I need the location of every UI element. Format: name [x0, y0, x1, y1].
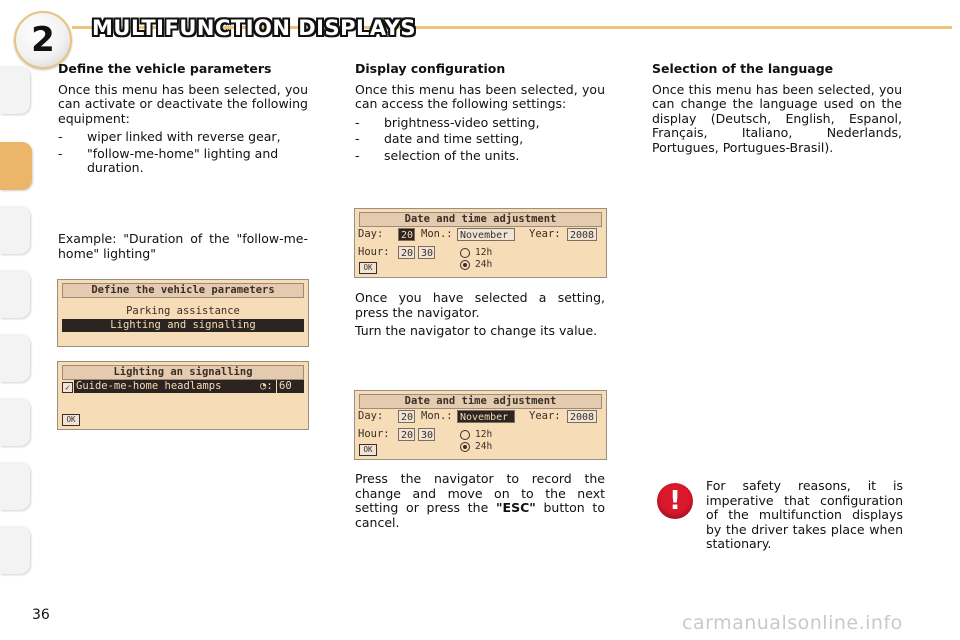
chapter-tab-5[interactable]	[0, 334, 30, 382]
warning-icon: !	[657, 483, 693, 519]
minute-field[interactable]: 30	[418, 428, 435, 441]
screen-define-parameters	[57, 279, 309, 347]
checkbox-checked[interactable]: ✓	[62, 382, 73, 393]
ok-button[interactable]: OK	[359, 444, 377, 456]
screen-title: Lighting an signalling	[62, 365, 304, 380]
label-24h: 24h	[475, 259, 493, 270]
chapter-number: 2	[31, 20, 55, 60]
day-label: Day:	[358, 228, 384, 240]
month-field[interactable]: November	[457, 410, 515, 423]
example-caption: Example: "Duration of the "follow-me-home" lighting"	[58, 231, 308, 261]
row-label: Guide-me-home headlamps	[76, 380, 222, 392]
paragraph: Once this menu has been selected, you can change the language used on the display (Deutsch, English, Espanol, Français, Italiano, Nederlands, Portugues, Portugues-Brasil).	[652, 81, 902, 155]
hour-label: Hour:	[358, 246, 390, 258]
safety-warning: For safety reasons, it is imperative that configuration of the multifunction displays by the driver takes place when stationary.	[706, 478, 903, 551]
screen-lighting	[57, 361, 309, 430]
screen-title: Define the vehicle parameters	[62, 283, 304, 298]
month-label: Mon.:	[421, 228, 453, 240]
paragraph: Press the navigator to record the change and move on to the next setting or press the "ESC" button to cancel.	[355, 471, 605, 530]
label-24h: 24h	[475, 441, 493, 452]
radio-24h[interactable]	[460, 442, 470, 452]
duration-value[interactable]: 60	[276, 380, 294, 393]
screen-datetime-day	[354, 208, 607, 278]
year-label: Year:	[529, 410, 561, 422]
list-item: - brightness-video setting,	[355, 114, 540, 130]
chapter-tabs	[0, 66, 32, 576]
list-item: - "follow-me-home" lighting and duration.	[58, 145, 279, 175]
label-12h: 12h	[475, 429, 493, 440]
minute-field[interactable]: 30	[418, 246, 435, 259]
chapter-tab-6[interactable]	[0, 398, 30, 446]
radio-12h[interactable]	[460, 248, 470, 258]
page-title: MULTIFUNCTION DISPLAYS	[92, 16, 416, 40]
paragraph: Once you have selected a setting, press the navigator.	[355, 290, 605, 320]
section-heading: Selection of the language	[652, 61, 834, 76]
settings-list	[355, 116, 605, 164]
year-field[interactable]: 2008	[567, 228, 597, 241]
list-item: - date and time setting,	[355, 131, 524, 146]
month-field[interactable]: November	[457, 228, 515, 241]
page-number: 36	[32, 607, 50, 623]
menu-item-lighting-signalling[interactable]: Lighting and signalling	[62, 319, 304, 332]
screen-title: Date and time adjustment	[359, 212, 602, 227]
day-label: Day:	[358, 410, 384, 422]
chapter-tab-1[interactable]	[0, 66, 30, 114]
column-display-configuration	[355, 62, 605, 165]
label-12h: 12h	[475, 247, 493, 258]
hour-field[interactable]: 20	[398, 246, 415, 259]
clock-icon: ◔:	[260, 380, 273, 392]
day-field[interactable]: 20	[398, 228, 415, 241]
paragraph: Once this menu has been selected, you can access the following settings:	[355, 81, 605, 111]
list-item: - selection of the units.	[355, 147, 520, 163]
esc-key-label: "ESC"	[496, 500, 536, 515]
chapter-tab-7[interactable]	[0, 462, 30, 510]
chapter-tab-8[interactable]	[0, 526, 30, 574]
ok-button[interactable]: OK	[62, 414, 80, 426]
watermark: carmanualsonline.info	[682, 612, 903, 634]
year-field[interactable]: 2008	[567, 410, 597, 423]
hour-field[interactable]: 20	[398, 428, 415, 441]
equipment-list	[58, 130, 308, 176]
record-instructions	[355, 472, 605, 534]
column-vehicle-parameters	[58, 62, 308, 178]
navigator-instructions	[355, 291, 605, 343]
paragraph: Once this menu has been selected, you can activate or deactivate the following equipment:	[58, 81, 308, 126]
radio-12h[interactable]	[460, 430, 470, 440]
column-language	[652, 62, 902, 159]
chapter-tab-3[interactable]	[0, 206, 30, 254]
paragraph: Turn the navigator to change its value.	[355, 323, 598, 338]
ok-button[interactable]: OK	[359, 262, 377, 274]
day-field[interactable]: 20	[398, 410, 415, 423]
hour-label: Hour:	[358, 428, 390, 440]
menu-item-parking-assistance[interactable]: Parking assistance	[126, 305, 240, 317]
list-item: - wiper linked with reverse gear,	[58, 129, 281, 144]
guide-me-home-row[interactable]	[74, 380, 304, 393]
section-heading: Define the vehicle parameters	[58, 61, 272, 76]
radio-24h[interactable]	[460, 260, 470, 270]
chapter-tab-2[interactable]	[0, 142, 32, 190]
screen-datetime-month	[354, 390, 607, 460]
screen-title: Date and time adjustment	[359, 394, 602, 409]
month-label: Mon.:	[421, 410, 453, 422]
section-heading: Display configuration	[355, 61, 506, 76]
year-label: Year:	[529, 228, 561, 240]
chapter-tab-4[interactable]	[0, 270, 30, 318]
